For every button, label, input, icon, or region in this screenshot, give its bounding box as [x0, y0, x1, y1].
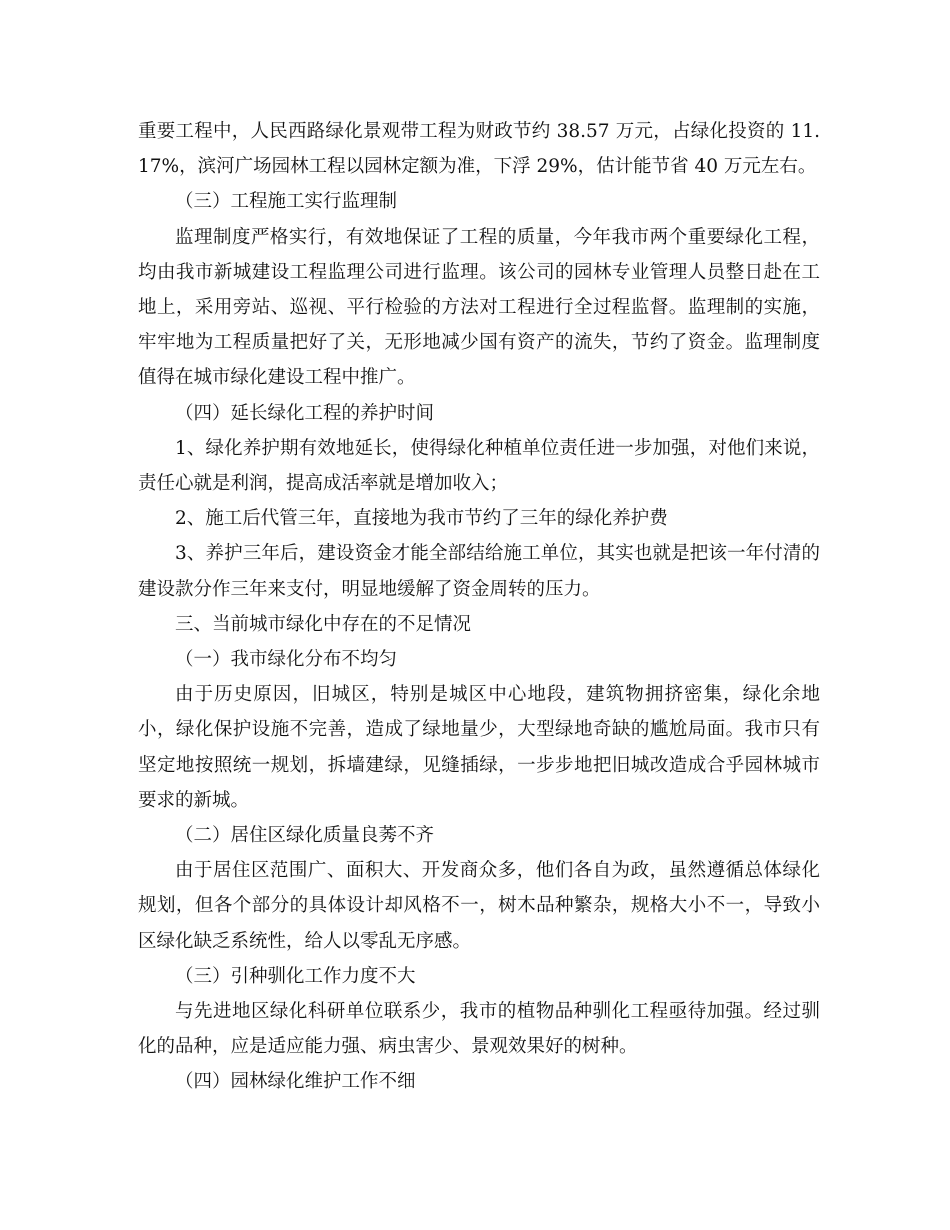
- list-item-maintenance-3: 3、养护三年后，建设资金才能全部结给施工单位，其实也就是把该一年付清的建设款分作三年来支付，明显地缓解了资金周转的压力。: [138, 543, 820, 600]
- list-item-maintenance-1: 1、绿化养护期有效地延长，使得绿化种植单位责任进一步加强，对他们来说，责任心就是利润，提高成活率就是增加收入；: [138, 437, 820, 495]
- heading-uneven-distribution: （一）我市绿化分布不均匀: [175, 649, 398, 671]
- paragraph-savings: 重要工程中，人民西路绿化景观带工程为财政节约 38.57 万元，占绿化投资的 11.17%，滨河广场园林工程以园林定额为准，下浮 29%，估计能节省 40 万元左右。: [138, 121, 820, 178]
- heading-acclimatization: （三）引种驯化工作力度不大: [175, 965, 416, 987]
- paragraph-residential-quality: 由于居住区范围广、面积大、开发商众多，他们各自为政，虽然遵循总体绿化规划，但各个部分的具体设计却风格不一，树木品种繁杂，规格大小不一，导致小区绿化缺乏系统性，给人以零乱无序感。: [138, 860, 820, 952]
- heading-residential-quality: （二）居住区绿化质量良莠不齐: [175, 825, 435, 847]
- paragraph-uneven-distribution: 由于历史原因，旧城区，特别是城区中心地段，建筑物拥挤密集，绿化余地小，绿化保护设施不完善，造成了绿地量少，大型绿地奇缺的尴尬局面。我市只有坚定地按照统一规划，拆墙建绿，见缝插绿，一步步地把旧城改造成合乎园林城市要求的新城。: [138, 684, 820, 811]
- paragraph-acclimatization: 与先进地区绿化科研单位联系少，我市的植物品种驯化工程亟待加强。经过驯化的品种，应是适应能力强、病虫害少、景观效果好的树种。: [138, 1001, 820, 1058]
- paragraph-supervision: 监理制度严格实行，有效地保证了工程的质量，今年我市两个重要绿化工程，均由我市新城建设工程监理公司进行监理。该公司的园林专业管理人员整日赴在工地上，采用旁站、巡视、平行检验的方法对工程进行全过程监督。监理制的实施，牢牢地为工程质量把好了关，无形地减少国有资产的流失，节约了资金。监理制度值得在城市绿化建设工程中推广。: [138, 226, 820, 389]
- heading-maintenance-period: （四）延长绿化工程的养护时间: [175, 402, 435, 424]
- heading-maintenance-work: （四）园林绿化维护工作不细: [175, 1071, 416, 1093]
- heading-supervision: （三）工程施工实行监理制: [175, 191, 398, 213]
- list-item-maintenance-2: 2、施工后代管三年，直接地为我市节约了三年的绿化养护费: [175, 508, 668, 530]
- section-heading-shortcomings: 三、当前城市绿化中存在的不足情况: [175, 613, 472, 635]
